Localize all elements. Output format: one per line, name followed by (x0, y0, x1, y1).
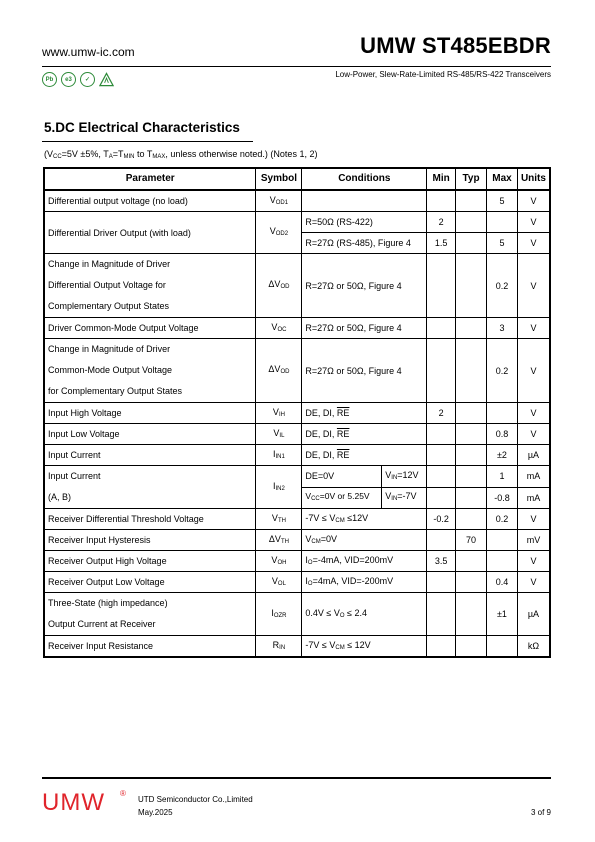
unit-cell: V (517, 551, 550, 572)
symbol-cell: $V_{IL}$ (256, 424, 302, 445)
min-cell (427, 339, 456, 403)
min-cell: -0.2 (427, 509, 456, 530)
min-cell: 2 (427, 403, 456, 424)
compliance-icons (42, 72, 114, 87)
unit-cell: V (517, 403, 550, 424)
symbol-cell: $\Delta V_{OD}$ (256, 339, 302, 403)
param-cell: Differential output voltage (no load) (44, 190, 256, 212)
param-cell: Input High Voltage (44, 403, 256, 424)
max-cell: 1 (487, 466, 518, 488)
typ-cell (456, 318, 487, 339)
min-cell: 3.5 (427, 551, 456, 572)
symbol-cell: $\Delta V_{TH}$ (256, 530, 302, 551)
unit-cell: V (517, 212, 550, 233)
min-cell (427, 593, 456, 636)
cond-cell: DE, DI, $\overline{RE}$ (302, 445, 427, 466)
page-number: 3 of 9 (530, 808, 551, 817)
max-cell: 0.2 (487, 254, 518, 318)
cond-cell: $V_{IN}=12V$ (382, 466, 427, 488)
umw-logo: UMW (42, 789, 105, 816)
min-cell (427, 318, 456, 339)
cond-cell: R=50Ω (RS-422) (302, 212, 427, 233)
table-row (44, 572, 550, 593)
typ-cell (456, 403, 487, 424)
param-cell: Input Low Voltage (44, 424, 256, 445)
cond-cell: DE=0V (302, 466, 382, 488)
table-row (44, 424, 550, 445)
symbol-cell: $V_{OC}$ (256, 318, 302, 339)
cond-cell (302, 190, 427, 212)
min-cell (427, 445, 456, 466)
unit-cell: V (517, 509, 550, 530)
cond-cell: R=27Ω (RS-485), Figure 4 (302, 233, 427, 254)
part-number-title: UMW ST485EBDR (360, 33, 551, 58)
max-cell: 0.2 (487, 509, 518, 530)
col-typ: Typ (456, 168, 487, 190)
typ-cell (456, 233, 487, 254)
unit-cell: µA (517, 445, 550, 466)
min-cell (427, 636, 456, 658)
max-cell (487, 551, 518, 572)
max-cell: -0.8 (487, 487, 518, 509)
rohs-icon: ✓ (80, 72, 95, 87)
max-cell (487, 530, 518, 551)
symbol-cell: $V_{OD1}$ (256, 190, 302, 212)
table-row (44, 339, 550, 403)
typ-cell (456, 424, 487, 445)
table-row (44, 636, 550, 658)
table-row (44, 212, 550, 233)
typ-cell: 70 (456, 530, 487, 551)
cond-cell: R=27Ω or 50Ω, Figure 4 (302, 318, 427, 339)
footer-divider (42, 777, 551, 779)
param-cell: Input Current (44, 445, 256, 466)
col-symbol: Symbol (256, 168, 302, 190)
unit-cell: mV (517, 530, 550, 551)
max-cell: 5 (487, 233, 518, 254)
company-name: UTD Semiconductor Co.,Limited (138, 795, 253, 804)
cond-cell: $V_{IN}=-7V$ (382, 487, 427, 509)
min-cell: 1.5 (427, 233, 456, 254)
unit-cell: mA (517, 487, 550, 509)
unit-cell: µA (517, 593, 550, 636)
header-url: www.umw-ic.com (42, 45, 135, 59)
symbol-cell: $I_{OZR}$ (256, 593, 302, 636)
typ-cell (456, 254, 487, 318)
param-cell: Change in Magnitude of Driver Common-Mode Output Voltage for Complementary Output States (44, 339, 256, 403)
max-cell: 3 (487, 318, 518, 339)
e3-icon: e3 (61, 72, 76, 87)
param-cell: Driver Common-Mode Output Voltage (44, 318, 256, 339)
cond-cell: $V_{CC}=0V$ or 5.25V (302, 487, 382, 509)
symbol-cell: $\Delta V_{OD}$ (256, 254, 302, 318)
header-divider (42, 66, 551, 67)
table-row (44, 445, 550, 466)
cond-cell: $I_O=4mA$, VID=-200mV (302, 572, 427, 593)
param-cell: Receiver Differential Threshold Voltage (44, 509, 256, 530)
col-min: Min (427, 168, 456, 190)
unit-cell: V (517, 254, 550, 318)
param-cell: Differential Driver Output (with load) (44, 212, 256, 254)
symbol-cell: $V_{TH}$ (256, 509, 302, 530)
param-cell: Receiver Output High Voltage (44, 551, 256, 572)
unit-cell: V (517, 339, 550, 403)
cond-cell: DE, DI, $\overline{RE}$ (302, 403, 427, 424)
param-cell: Receiver Output Low Voltage (44, 572, 256, 593)
max-cell: 0.8 (487, 424, 518, 445)
min-cell (427, 254, 456, 318)
table-row (44, 509, 550, 530)
param-cell: Receiver Input Resistance (44, 636, 256, 658)
max-cell (487, 636, 518, 658)
cond-cell: $-7V \le V_{CM} \le 12V$ (302, 636, 427, 658)
param-cell: Receiver Input Hysteresis (44, 530, 256, 551)
symbol-cell: $V_{OL}$ (256, 572, 302, 593)
cond-cell: $-7V \le V_{CM} \le 12V$ (302, 509, 427, 530)
table-row (44, 593, 550, 636)
typ-cell (456, 466, 487, 488)
table-row (44, 466, 550, 488)
table-row (44, 530, 550, 551)
unit-cell: mA (517, 466, 550, 488)
typ-cell (456, 212, 487, 233)
param-cell: Three-State (high impedance) Output Current at Receiver (44, 593, 256, 636)
symbol-cell: $I_{IN1}$ (256, 445, 302, 466)
min-cell (427, 466, 456, 488)
dc-characteristics-table (43, 167, 551, 658)
table-row (44, 190, 550, 212)
cond-cell: R=27Ω or 50Ω, Figure 4 (302, 339, 427, 403)
max-cell: 0.4 (487, 572, 518, 593)
cond-cell: DE, DI, $\overline{RE}$ (302, 424, 427, 445)
max-cell: 5 (487, 190, 518, 212)
max-cell: ±2 (487, 445, 518, 466)
unit-cell: V (517, 572, 550, 593)
esd-warning-icon (99, 72, 114, 87)
symbol-cell: $R_{IN}$ (256, 636, 302, 658)
header-subtitle: Low-Power, Slew-Rate-Limited RS-485/RS-422 Transceivers (335, 70, 551, 79)
cond-cell: R=27Ω or 50Ω, Figure 4 (302, 254, 427, 318)
pb-free-icon: Pb (42, 72, 57, 87)
cond-cell: $0.4V \le V_O \le 2.4$ (302, 593, 427, 636)
min-cell (427, 572, 456, 593)
typ-cell (456, 509, 487, 530)
typ-cell (456, 339, 487, 403)
typ-cell (456, 487, 487, 509)
unit-cell: V (517, 233, 550, 254)
table-row (44, 403, 550, 424)
unit-cell: V (517, 190, 550, 212)
symbol-cell: $V_{OD2}$ (256, 212, 302, 254)
table-row (44, 318, 550, 339)
doc-date: May.2025 (138, 808, 173, 817)
registered-mark: ® (120, 789, 126, 798)
min-cell (427, 530, 456, 551)
typ-cell (456, 445, 487, 466)
param-cell: Input Current (A, B) (44, 466, 256, 509)
max-cell: 0.2 (487, 339, 518, 403)
typ-cell (456, 551, 487, 572)
typ-cell (456, 190, 487, 212)
symbol-cell: $V_{IH}$ (256, 403, 302, 424)
symbol-cell: $I_{IN2}$ (256, 466, 302, 509)
unit-cell: kΩ (517, 636, 550, 658)
table-row (44, 551, 550, 572)
min-cell (427, 190, 456, 212)
col-units: Units (517, 168, 550, 190)
max-cell (487, 212, 518, 233)
test-conditions: ($V_{CC}=5V \pm 5\%$, $T_A=T_{MIN}$ to $T_{MAX}$, unless otherwise noted.) (Notes 1, 2) (44, 149, 318, 160)
min-cell: 2 (427, 212, 456, 233)
param-cell: Change in Magnitude of Driver Differential Output Voltage for Complementary Output States (44, 254, 256, 318)
unit-cell: V (517, 424, 550, 445)
table-row (44, 254, 550, 318)
max-cell (487, 403, 518, 424)
cond-cell: $I_O=-4mA$, VID=200mV (302, 551, 427, 572)
unit-cell: V (517, 318, 550, 339)
section-title: 5.DC Electrical Characteristics (44, 120, 240, 135)
min-cell (427, 424, 456, 445)
typ-cell (456, 593, 487, 636)
symbol-cell: $V_{OH}$ (256, 551, 302, 572)
table-header-row (44, 168, 550, 190)
col-max: Max (487, 168, 518, 190)
max-cell: ±1 (487, 593, 518, 636)
cond-cell: $V_{CM}=0V$ (302, 530, 427, 551)
typ-cell (456, 572, 487, 593)
min-cell (427, 487, 456, 509)
col-parameter: Parameter (44, 168, 256, 190)
section-underline (42, 141, 253, 142)
typ-cell (456, 636, 487, 658)
col-conditions: Conditions (302, 168, 427, 190)
